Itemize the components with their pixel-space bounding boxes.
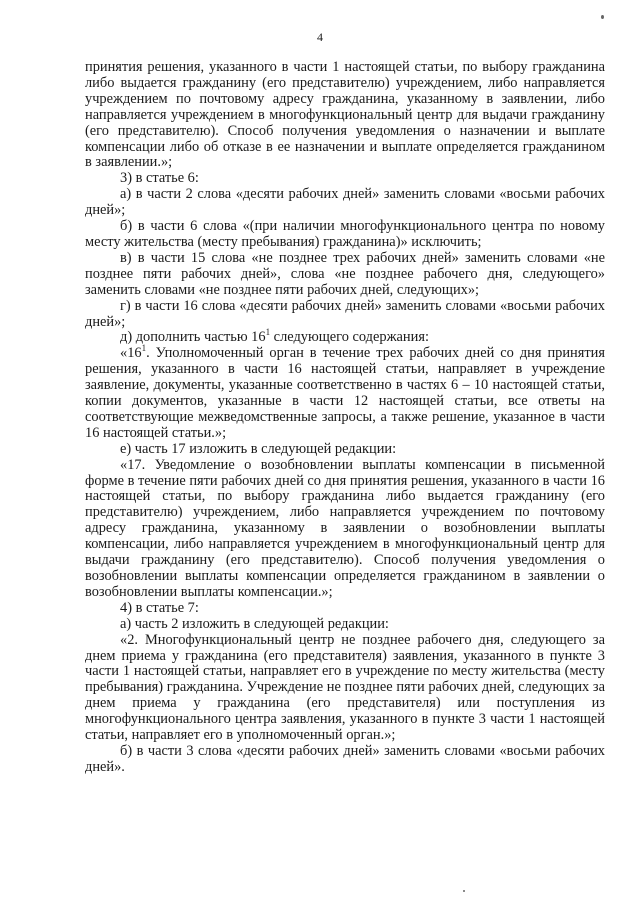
paragraph: е) часть 17 изложить в следующей редакции: — [120, 440, 397, 457]
paragraph — [85, 343, 605, 441]
paragraph: б) в части 6 слова «(при наличии многофункционального центра по новому месту жительства (месту пребывания) гражданина)» исключить; — [85, 218, 605, 250]
document-body — [85, 60, 605, 776]
superscript: 1 — [141, 343, 147, 354]
paragraph: «2. Многофункциональный центр не позднее рабочего дня, следующего за днем приема у гражданина (его представителя) заявления, указанного в пункте 3 части 1 настоящей статьи, направляет его в учреждение по месту жительства (месту пребывания) гражданина. Учреждение не позднее пяти рабочих дней, следующих за днем приема у гражданина (его представителя) или поступления из многофункционального центра заявления, указанного в пункте 3 части 1 настоящей статьи, направляет его в уполномоченный орган.»; — [85, 631, 605, 744]
paragraph: в) в части 15 слова «не позднее трех рабочих дней» заменить словами «не позднее пяти рабочих дней», слова «не позднее рабочего дня, следующего» заменить словами «не позднее пяти рабочих дней, следующих»; — [85, 249, 605, 298]
text-segment: . Уполномоченный орган в течение трех рабочих дней со дня принятия решения, указанного в части 16 настоящей статьи, направляет в учреждение заявление, документы, указанные соответственно в частях 6 – 10 настоящей статьи, копии документов, указанные в части 12 настоящей статьи, все ответы на соответствующие межведомственные запросы, а также решение, указанное в части 16 настоящей статьи.»; — [85, 345, 605, 441]
paragraph: «17. Уведомление о возобновлении выплаты компенсации в письменной форме в течение пяти рабочих дней со дня принятия решения, указанного в части 16 настоящей статьи, по выбору гражданина либо выдается гражданину (его представителю) учреждением, либо направляется учреждением по почтовому адресу гражданина, указанному в заявлении о возобновлении выплаты компенсации, либо направляется учреждением в многофункциональный центр для выдачи гражданину (его представителю). Способ получения уведомления о возобновлении выплаты компенсации определяется гражданином в заявлении о возобновлении выплаты компенсации.»; — [85, 456, 605, 600]
page-number: 4 — [317, 30, 323, 44]
superscript: 1 — [265, 327, 271, 338]
paragraph: принятия решения, указанного в части 1 настоящей статьи, по выбору гражданина либо выдается гражданину (его представителю) учреждением, либо направляется учреждением по почтовому адресу гражданина, указанному в заявлении, либо направляется учреждением в многофункциональный центр для выдачи гражданину (его представителю). Способ получения уведомления о назначении и выплате компенсации либо об отказе в ее назначении и выплате определяется гражданином в заявлении.»; — [85, 59, 605, 171]
paragraph: г) в части 16 слова «десяти рабочих дней» заменить словами «восьми рабочих дней»; — [85, 297, 605, 330]
paragraph: а) часть 2 изложить в следующей редакции: — [120, 615, 389, 632]
scan-speck — [601, 15, 604, 19]
text-segment: д) дополнить частью 16 — [120, 329, 266, 346]
text-segment: «16 — [120, 345, 142, 362]
text-segment: следующего содержания: — [270, 329, 429, 346]
paragraph: а) в части 2 слова «десяти рабочих дней» заменить словами «восьми рабочих дней»; — [85, 186, 605, 219]
paragraph — [85, 327, 605, 346]
paragraph: б) в части 3 слова «десяти рабочих дней» заменить словами «восьми рабочих дней». — [85, 742, 605, 775]
paragraph: 4) в статье 7: — [120, 599, 199, 616]
paragraph: 3) в статье 6: — [120, 170, 199, 187]
scan-speck — [463, 890, 465, 892]
